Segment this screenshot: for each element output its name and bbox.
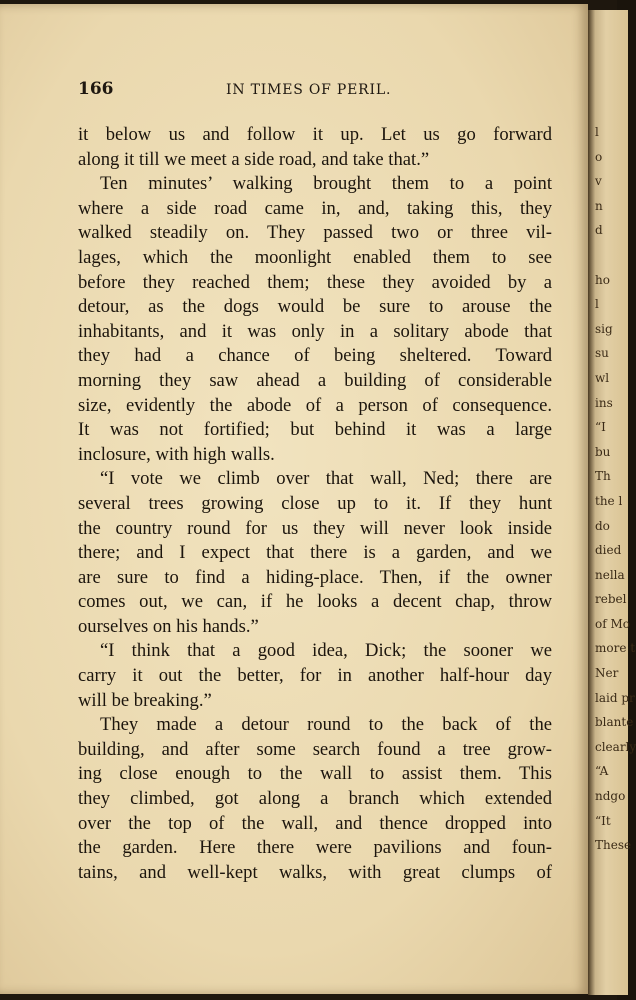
facing-page-edge: [588, 10, 636, 995]
text-line: are sure to find a hiding-place. Then, if the owner: [78, 566, 552, 588]
body-text: [78, 123, 552, 885]
facing-page-fragment: clearly: [595, 739, 636, 754]
text-line: lages, which the moonlight enabled them to see: [78, 246, 552, 268]
text-line: there; and I expect that there is a garden, and we: [78, 542, 552, 564]
text-line: it below us and follow it up. Let us go forward: [78, 124, 552, 145]
facing-page-fragment: of Mo: [595, 616, 630, 631]
page-number: 166: [78, 79, 114, 99]
facing-page-fragment: [595, 243, 636, 268]
text-line: morning they saw ahead a building of considerable: [78, 369, 552, 391]
facing-page-fragment: “I: [595, 420, 606, 435]
text-line: tains, and well-kept walks, with great clumps of: [78, 861, 552, 883]
facing-page-fragment: These: [595, 838, 632, 853]
text-line: building, and after some search found a tree grow-: [78, 738, 552, 760]
facing-page-fragment: “A: [595, 764, 609, 779]
facing-page-fragment: blante: [595, 715, 634, 730]
facing-page-fragment: su: [595, 346, 609, 361]
text-line: before they reached them; these they avoided by a: [78, 271, 552, 293]
facing-page-fragment: wl: [595, 370, 610, 385]
running-head: IN TIMES OF PERIL.: [226, 82, 392, 98]
text-line: “I think that a good idea, Dick; the sooner we: [100, 640, 552, 662]
text-line: several trees growing close up to it. If they hunt: [78, 492, 552, 514]
text-line: over the top of the wall, and thence dropped into: [78, 812, 552, 834]
facing-page-fragment: more t: [595, 641, 636, 656]
facing-page-fragment: o: [595, 149, 603, 164]
facing-page-fragment: ho: [595, 272, 610, 287]
facing-page-fragment: the l: [595, 493, 623, 508]
facing-page-fragment: do: [595, 518, 610, 533]
facing-page-fragment: l: [595, 297, 599, 312]
facing-page-fragment: laid pr: [595, 690, 635, 705]
facing-page-fragment: “It: [595, 813, 611, 828]
page-header: [78, 79, 558, 103]
facing-page-fragment: Th: [595, 469, 611, 484]
text-line: inhabitants, and it was only in a solitary abode that: [78, 320, 552, 342]
text-line: the garden. Here there were pavilions and foun-: [78, 837, 552, 859]
text-line: It was not fortified; but behind it was a large: [78, 419, 552, 441]
text-line: where a side road came in, and, taking this, they: [78, 197, 552, 219]
facing-page-fragment: ins: [595, 395, 613, 410]
facing-page-fragment: nella: [595, 567, 625, 582]
text-line: size, evidently the abode of a person of consequence.: [78, 394, 552, 416]
facing-page-text-fragments: [595, 120, 636, 858]
text-line: Ten minutes’ walking brought them to a point: [100, 173, 552, 195]
facing-page-fragment: d: [595, 223, 603, 238]
text-line: walked steadily on. They passed two or three vil-: [78, 222, 552, 244]
text-line: they had a chance of being sheltered. Toward: [78, 345, 552, 367]
text-line: ourselves on his hands.”: [78, 615, 259, 637]
facing-page-fragment: ndgo: [595, 789, 626, 804]
facing-page-fragment: died: [595, 543, 622, 558]
text-line: ing close enough to the wall to assist them. This: [78, 763, 552, 785]
text-line: “I vote we climb over that wall, Ned; there are: [100, 468, 552, 490]
text-line: comes out, we can, if he looks a decent chap, throw: [78, 591, 552, 613]
text-line: the country round for us they will never look inside: [78, 517, 552, 539]
text-line: they climbed, got along a branch which extended: [78, 788, 552, 810]
facing-page-fragment: l: [595, 125, 599, 139]
text-line: along it till we meet a side road, and take that.”: [78, 148, 430, 170]
facing-page-fragment: sig: [595, 321, 613, 336]
text-line: inclosure, with high walls.: [78, 443, 275, 465]
facing-page-fragment: bu: [595, 444, 611, 459]
facing-page-fragment: n: [595, 198, 603, 213]
text-line: will be breaking.”: [78, 689, 212, 711]
left-page: [0, 4, 588, 994]
facing-page-fragment: Ner: [595, 666, 619, 681]
facing-page-fragment: rebel: [595, 592, 627, 607]
facing-page-fragment: v: [595, 174, 602, 189]
text-line: carry it out the better, for in another half-hour day: [78, 665, 552, 687]
text-line: detour, as the dogs would be sure to arouse the: [78, 296, 552, 318]
text-line: They made a detour round to the back of the: [100, 714, 552, 736]
